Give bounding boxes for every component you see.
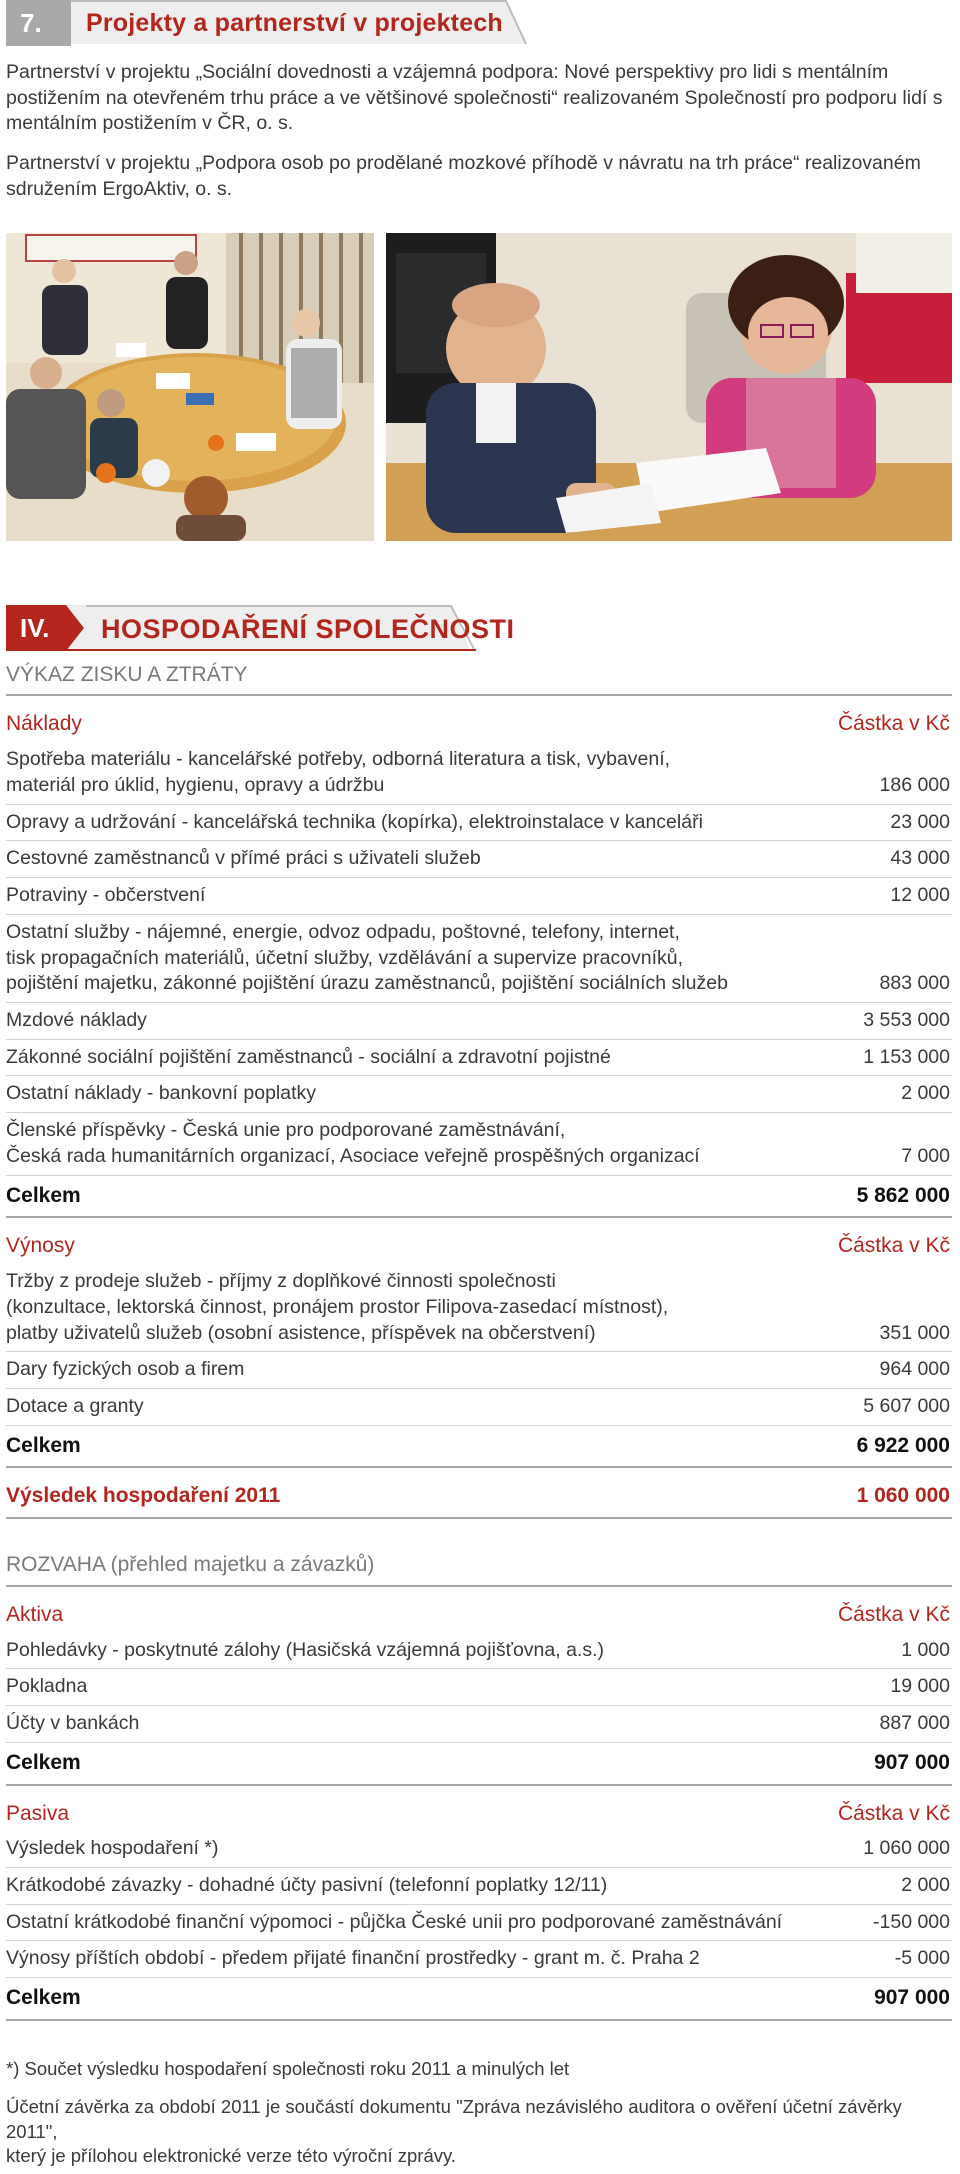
- item-description: [6, 878, 810, 915]
- section-7-heading: [6, 0, 952, 46]
- item-amount: 964 000: [810, 1352, 952, 1389]
- item-description-line: Potraviny - občerstvení: [6, 884, 206, 907]
- balance-sheet-heading: ROZVAHA (přehled majetku a závazků): [6, 1551, 952, 1587]
- income-statement-heading: VÝKAZ ZISKU A ZTRÁTY: [6, 661, 952, 697]
- item-amount: 5 607 000: [810, 1389, 952, 1426]
- table-row: [6, 1669, 952, 1706]
- table-row: [6, 804, 952, 841]
- item-description-line: Účty v bankách: [6, 1712, 140, 1735]
- section-7-text: [6, 60, 952, 203]
- meeting-photo: [6, 233, 374, 541]
- item-description: [6, 1633, 810, 1669]
- item-description: [6, 742, 810, 804]
- table-row: [6, 1941, 952, 1978]
- item-amount: -5 000: [810, 1941, 952, 1978]
- total-label: Celkem: [6, 1742, 810, 1784]
- item-description: [6, 1264, 810, 1352]
- liabilities-label: Pasiva: [6, 1801, 70, 1825]
- item-amount: 2 000: [810, 1076, 952, 1113]
- footnote-audit-line: který je přílohou elektronické verze této výroční zprávy.: [6, 2145, 457, 2167]
- total-label: Celkem: [6, 1175, 810, 1217]
- table-row: [6, 1002, 952, 1039]
- item-description-line: Dotace a granty: [6, 1395, 144, 1418]
- item-amount: 887 000: [810, 1706, 952, 1743]
- table-row: [6, 1076, 952, 1113]
- revenues-table: [6, 1218, 952, 1468]
- footnote-audit-line: Účetní závěrka za období 2011 je součástí dokumentu "Zpráva nezávislého auditora o ověření účetní závěrky 2011",: [6, 2096, 902, 2142]
- footnotes: [6, 2057, 952, 2169]
- item-description: [6, 804, 810, 841]
- amount-column-header: Částka v Kč: [837, 1801, 950, 1825]
- item-description: [6, 1039, 810, 1076]
- assets-table: [6, 1587, 952, 1786]
- item-description-line: (konzultace, lektorská činnost, pronájem prostor Filipova-zasedací místnost),: [6, 1295, 669, 1318]
- item-description-line: Pokladna: [6, 1675, 88, 1698]
- item-description: [6, 1868, 810, 1905]
- liabilities-table: [6, 1786, 952, 2021]
- item-amount: 12 000: [810, 878, 952, 915]
- amount-column-header: Částka v Kč: [837, 1602, 950, 1626]
- footnote-asterisk: *) Součet výsledku hospodaření společnosti roku 2011 a minulých let: [6, 2057, 570, 2079]
- total-label: Celkem: [6, 1425, 810, 1467]
- item-description-line: Česká rada humanitárních organizací, Asociace veřejně prospěšných organizací: [6, 1144, 700, 1167]
- item-description-line: Ostatní náklady - bankovní poplatky: [6, 1082, 317, 1105]
- item-amount: 3 553 000: [810, 1002, 952, 1039]
- result-value: 1 060 000: [810, 1468, 952, 1518]
- section-iv-number: IV.: [20, 612, 50, 643]
- item-description-line: Krátkodobé závazky - dohadné účty pasivní (telefonní poplatky 12/11): [6, 1874, 608, 1897]
- item-description: [6, 914, 810, 1002]
- total-row: [6, 1742, 952, 1784]
- item-amount: 1 060 000: [810, 1831, 952, 1867]
- item-description-line: Výsledek hospodaření *): [6, 1837, 219, 1860]
- result-table: [6, 1468, 952, 1519]
- item-amount: 883 000: [810, 914, 952, 1002]
- table-row: [6, 1389, 952, 1426]
- item-description-line: Ostatní služby - nájemné, energie, odvoz odpadu, poštovné, telefony, internet,: [6, 920, 680, 943]
- item-description-line: Mzdové náklady: [6, 1008, 147, 1031]
- item-description: [6, 1669, 810, 1706]
- total-row: [6, 1175, 952, 1217]
- table-row: [6, 1039, 952, 1076]
- table-row: [6, 1904, 952, 1941]
- costs-header-row: [6, 696, 952, 742]
- item-amount: 7 000: [810, 1113, 952, 1175]
- table-row: [6, 1831, 952, 1867]
- section-iv-heading: [6, 605, 952, 651]
- item-description-line: Tržby z prodeje služeb - příjmy z doplňkové činnosti společnosti: [6, 1270, 556, 1293]
- footnote-audit: [6, 2095, 952, 2168]
- item-description: [6, 1076, 810, 1113]
- item-amount: 1 153 000: [810, 1039, 952, 1076]
- item-amount: 43 000: [810, 841, 952, 878]
- item-description-line: Pohledávky - poskytnuté zálohy (Hasičská vzájemná pojišťovna, a.s.): [6, 1638, 605, 1661]
- total-value: 6 922 000: [810, 1425, 952, 1467]
- item-description-line: platby uživatelů služeb (osobní asistence, příspěvek na občerstvení): [6, 1321, 596, 1344]
- item-amount: 186 000: [810, 742, 952, 804]
- table-row: [6, 841, 952, 878]
- total-label: Celkem: [6, 1978, 810, 2020]
- item-description-line: pojištění majetku, zákonné pojištění úrazu zaměstnanců, pojištění sociálních služeb: [6, 972, 728, 995]
- item-description: [6, 841, 810, 878]
- costs-label: Náklady: [6, 712, 82, 736]
- amount-column-header: Částka v Kč: [837, 1234, 950, 1258]
- item-description-line: Spotřeba materiálu - kancelářské potřeby, odborná literatura a tisk, vybavení,: [6, 748, 671, 771]
- item-description-line: Výnosy příštích období - předem přijaté finanční prostředky - grant m. č. Praha 2: [6, 1947, 700, 1970]
- item-amount: 23 000: [810, 804, 952, 841]
- table-row: [6, 1113, 952, 1175]
- item-description-line: Dary fyzických osob a firem: [6, 1358, 245, 1381]
- section-7-number: 7.: [20, 8, 42, 38]
- table-row: [6, 1868, 952, 1905]
- table-row: [6, 1352, 952, 1389]
- item-description: [6, 1831, 810, 1867]
- total-value: 5 862 000: [810, 1175, 952, 1217]
- photo-strip: [6, 233, 952, 543]
- item-description: [6, 1002, 810, 1039]
- item-description: [6, 1113, 810, 1175]
- liabilities-header-row: [6, 1786, 952, 1832]
- item-description: [6, 1941, 810, 1978]
- costs-table: [6, 696, 952, 1218]
- paragraph: Partnerství v projektu „Sociální dovednosti a vzájemná podpora: Nové perspektivy pro lidi s mentálním postižením na otevřeném trhu práce a ve většinové společnosti“ realizovaném Společností pro podporu lidí s mentálním postižením v ČR, o. s.: [6, 61, 943, 135]
- total-value: 907 000: [810, 1742, 952, 1784]
- total-value: 907 000: [810, 1978, 952, 2020]
- table-row: [6, 1633, 952, 1669]
- item-description-line: materiál pro úklid, hygienu, opravy a údržbu: [6, 773, 385, 796]
- item-amount: 2 000: [810, 1868, 952, 1905]
- table-row: [6, 878, 952, 915]
- revenues-label: Výnosy: [6, 1234, 75, 1258]
- item-description-line: Opravy a udržování - kancelářská technika (kopírka), elektroinstalace v kanceláři: [6, 810, 703, 833]
- section-iv-title: HOSPODAŘENÍ SPOLEČNOSTI: [101, 613, 515, 644]
- item-amount: 351 000: [810, 1264, 952, 1352]
- total-row: [6, 1978, 952, 2020]
- item-description: [6, 1389, 810, 1426]
- item-description-line: Ostatní krátkodobé finanční výpomoci - půjčka České unii pro podporované zaměstnávání: [6, 1910, 783, 1933]
- table-row: [6, 914, 952, 1002]
- section-7-title: Projekty a partnerství v projektech: [86, 9, 503, 37]
- assets-label: Aktiva: [6, 1602, 64, 1626]
- item-description-line: Členské příspěvky - Česká unie pro podporované zaměstnávání,: [6, 1119, 566, 1142]
- table-row: [6, 1264, 952, 1352]
- total-row: [6, 1425, 952, 1467]
- item-amount: 19 000: [810, 1669, 952, 1706]
- item-description: [6, 1706, 810, 1743]
- item-description: [6, 1352, 810, 1389]
- revenues-header-row: [6, 1218, 952, 1264]
- consultation-photo: [386, 233, 952, 541]
- assets-header-row: [6, 1587, 952, 1633]
- item-description-line: Zákonné sociální pojištění zaměstnanců - sociální a zdravotní pojistné: [6, 1045, 611, 1068]
- item-description: [6, 1904, 810, 1941]
- table-row: [6, 742, 952, 804]
- amount-column-header: Částka v Kč: [837, 712, 950, 736]
- result-row: [6, 1468, 952, 1518]
- item-amount: -150 000: [810, 1904, 952, 1941]
- item-description-line: tisk propagačních materiálů, účetní služby, vzdělávání a supervize pracovníků,: [6, 946, 684, 969]
- item-amount: 1 000: [810, 1633, 952, 1669]
- result-label: Výsledek hospodaření 2011: [6, 1468, 810, 1518]
- table-row: [6, 1706, 952, 1743]
- item-description-line: Cestovné zaměstnanců v přímé práci s uživateli služeb: [6, 847, 481, 870]
- paragraph: Partnerství v projektu „Podpora osob po prodělané mozkové příhodě v návratu na trh práce“ realizovaném sdružením ErgoAktiv, o. s.: [6, 152, 921, 200]
